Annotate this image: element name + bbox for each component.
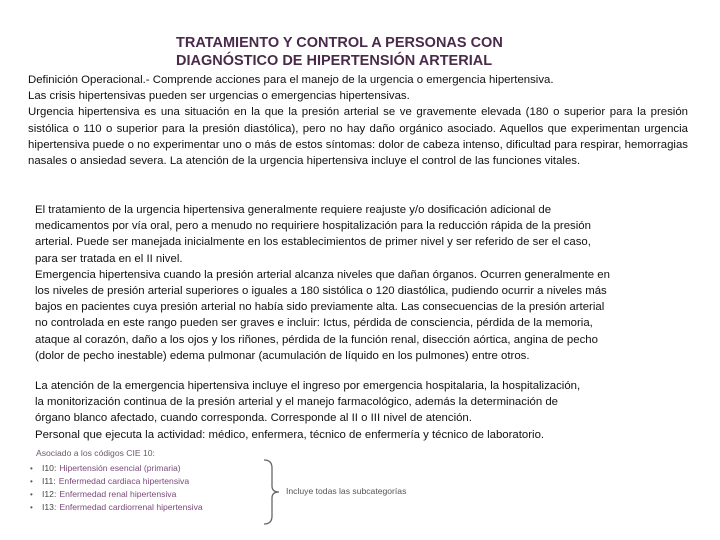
text-line: La atención de la emergencia hipertensiva incluye el ingreso por emergencia hospitalaria, la hospitalización, bbox=[35, 380, 581, 392]
definition-line: Definición Operacional.- Comprende acciones para el manejo de la urgencia o emergencia hipertensiva. bbox=[28, 74, 554, 86]
code-label: I10: bbox=[42, 463, 57, 473]
text-line: órgano blanco afectado, cuando corresponda. Corresponde al II o III nivel de atención. bbox=[35, 412, 472, 425]
text-line: para ser tratada en el II nivel. bbox=[35, 252, 183, 265]
treatment-section bbox=[35, 202, 685, 364]
emergency-care-section bbox=[35, 378, 685, 443]
icd10-codes-box bbox=[30, 448, 430, 528]
title-line-2: DIAGNÓSTICO DE HIPERTENSIÓN ARTERIAL bbox=[176, 53, 493, 69]
text-line: ataque al corazón, daño a los ojos y los riñones, pérdida de la función renal, disección aórtica, angina de pecho bbox=[35, 333, 598, 346]
code-label: I11: bbox=[42, 476, 56, 486]
page-title bbox=[176, 34, 596, 70]
text-line: arterial. Puede ser manejada inicialmente en los establecimientos de primer nivel y ser referido de ser el caso, bbox=[35, 236, 591, 249]
text-line: los niveles de presión arterial superiores o iguales a 180 sistólica o 120 diastólica, pudiendo ocurrir a niveles más bbox=[35, 285, 607, 298]
bullet-icon: • bbox=[30, 490, 33, 499]
bullet-icon: • bbox=[30, 464, 33, 473]
text-line: Personal que ejecuta la actividad: médico, enfermera, técnico de enfermería y técnico de laboratorio. bbox=[35, 428, 545, 441]
codes-header: Asociado a los códigos CIE 10: bbox=[36, 448, 155, 458]
list-item bbox=[30, 501, 203, 514]
code-description: Enfermedad cardiaca hipertensiva bbox=[58, 476, 190, 486]
right-brace-icon bbox=[262, 458, 282, 526]
text-line: la monitorización continua de la presión arterial y el manejo farmacológico, además la determinación de bbox=[35, 396, 558, 409]
bullet-icon: • bbox=[30, 477, 33, 486]
codes-list bbox=[30, 462, 203, 514]
code-label: I12: bbox=[42, 489, 57, 499]
code-description: Enfermedad renal hipertensiva bbox=[59, 489, 177, 499]
code-label: I13: bbox=[42, 502, 57, 512]
urgency-paragraph: Urgencia hipertensiva es una situación en la que la presión arterial se ve gravemente elevada (180 o superior para la presión sistólica o 110 o superior para la presión diastólica), pero no hay daño orgánico asociado. Aquellos que experimentan urgencia hipertensiva puede o no experimentar uno o más de estos síntomas: dolor de cabeza intenso, dificultad para respirar, hemorragias nasales o ansiedad severa. La atención de la urgencia hipertensiva incluye el control de las funciones vitales. bbox=[28, 106, 688, 168]
list-item bbox=[30, 475, 203, 488]
text-line: Emergencia hipertensiva cuando la presión arterial alcanza niveles que dañan órganos. Ocurren generalmente en bbox=[35, 268, 610, 281]
text-line: El tratamiento de la urgencia hipertensiva generalmente requiere reajuste y/o dosificación adicional de bbox=[35, 204, 552, 216]
list-item bbox=[30, 462, 203, 475]
title-line-1: TRATAMIENTO Y CONTROL A PERSONAS CON bbox=[176, 35, 503, 51]
bullet-icon: • bbox=[30, 503, 33, 512]
definition-section bbox=[28, 72, 688, 169]
code-description: Hipertensión esencial (primaria) bbox=[59, 463, 181, 473]
text-line: medicamentos por vía oral, pero a menudo no requiriere hospitalización para la reducción rápida de la presión bbox=[35, 220, 591, 233]
text-line: bajos en pacientes cuya presión arterial no había sido previamente alta. Las consecuencias de la presión arterial bbox=[35, 301, 605, 314]
crisis-line: Las crisis hipertensivas pueden ser urgencias o emergencias hipertensivas. bbox=[28, 90, 410, 103]
subcategories-note: Incluye todas las subcategorías bbox=[286, 486, 407, 496]
code-description: Enfermedad cardiorrenal hipertensiva bbox=[59, 502, 203, 512]
list-item bbox=[30, 488, 203, 501]
text-line: no controlada en este rango pueden ser graves e incluir: Ictus, pérdida de consciencia, pérdida de la memoria, bbox=[35, 317, 593, 330]
text-line: (dolor de pecho inestable) edema pulmonar (acumulación de líquido en los pulmones) entre otros. bbox=[35, 349, 530, 362]
